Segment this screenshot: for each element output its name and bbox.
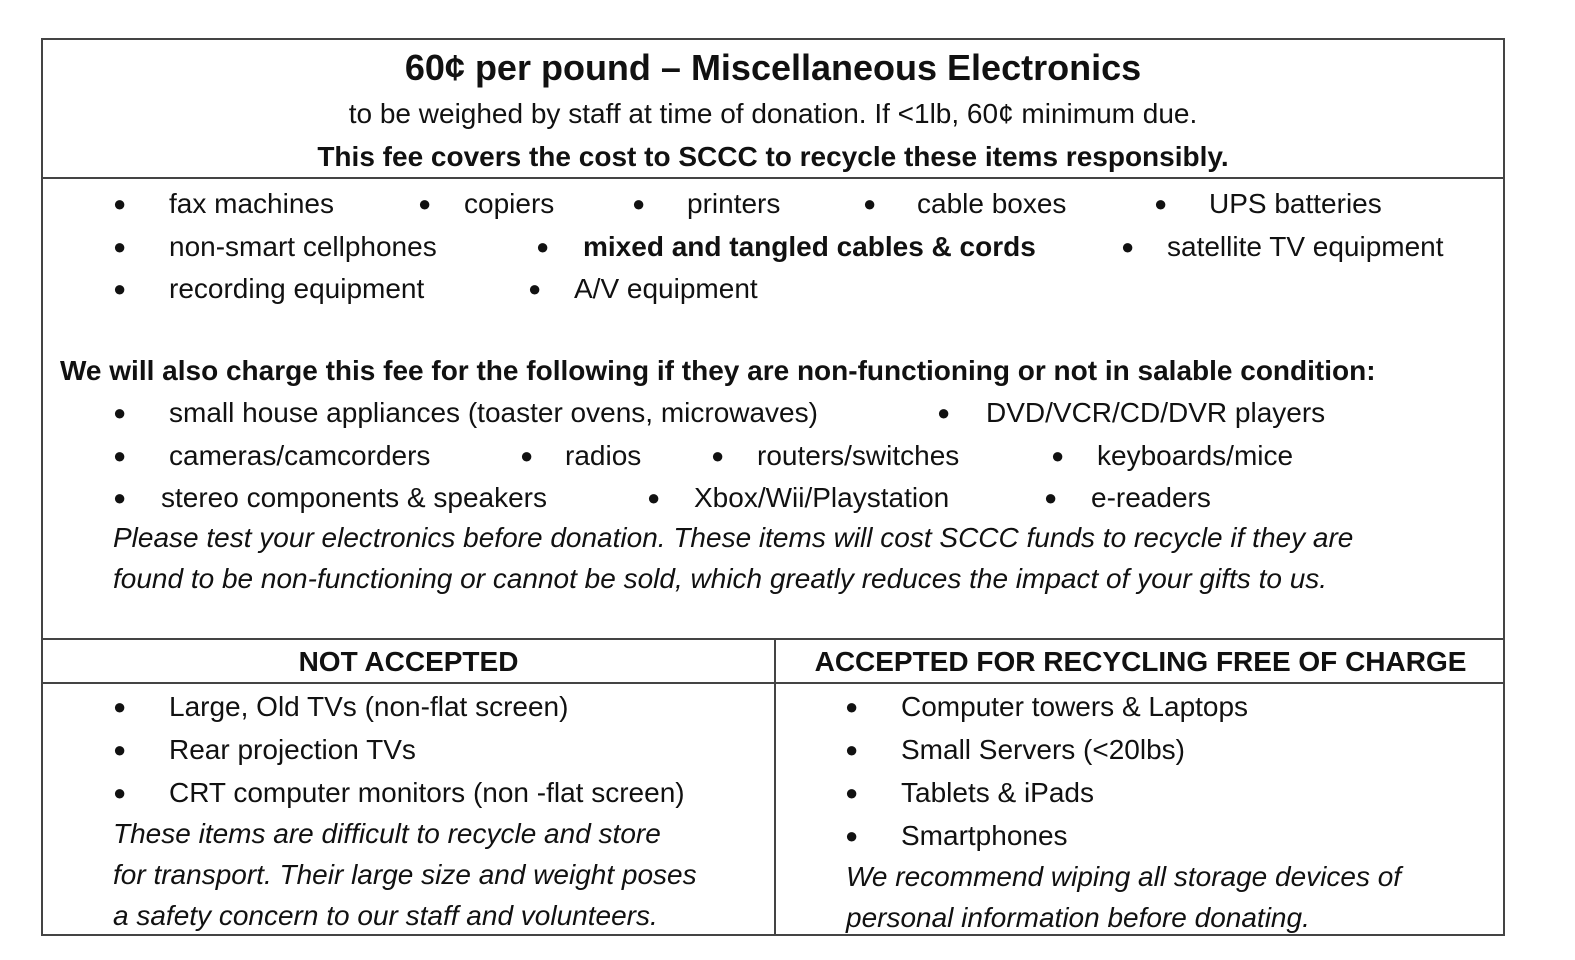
list-item: cameras/camcorders xyxy=(169,440,431,471)
list-item: Xbox/Wii/Playstation xyxy=(694,482,950,513)
bullet-icon: ● xyxy=(113,737,127,762)
list-item: radios xyxy=(565,440,642,471)
bullet-icon: ● xyxy=(845,694,859,719)
list-item: e-readers xyxy=(1091,482,1211,513)
bullet-icon: ● xyxy=(113,191,127,216)
wipe-storage-note-line2: personal information before donating. xyxy=(846,902,1310,933)
list-item: recording equipment xyxy=(169,273,425,304)
test-electronics-note: Please test your electronics before donation. These items will cost SCCC funds to recycle if they are xyxy=(113,522,1354,553)
list-item: A/V equipment xyxy=(574,273,758,304)
bullet-icon: ● xyxy=(647,485,661,510)
list-item: printers xyxy=(687,188,781,219)
table-top-divider xyxy=(43,638,1503,640)
page-title: 60¢ per pound – Miscellaneous Electronics xyxy=(404,47,1142,88)
bullet-icon: ● xyxy=(711,443,725,468)
bullet-icon: ● xyxy=(536,234,550,259)
fee-coverage-note: This fee covers the cost to SCCC to recycle these items responsibly. xyxy=(317,141,1229,172)
bullet-icon: ● xyxy=(113,443,127,468)
list-item: Rear projection TVs xyxy=(169,734,416,765)
bullet-icon: ● xyxy=(632,191,646,216)
list-item-emphasized: mixed and tangled cables & cords xyxy=(583,231,1036,262)
list-item: DVD/VCR/CD/DVR players xyxy=(986,397,1326,428)
list-item: Small Servers (<20lbs) xyxy=(901,734,1185,765)
list-item: Computer towers & Laptops xyxy=(901,691,1249,722)
list-item: Smartphones xyxy=(901,820,1068,851)
not-accepted-note: These items are difficult to recycle and store xyxy=(113,818,661,849)
bullet-icon: ● xyxy=(1154,191,1168,216)
bullet-icon: ● xyxy=(1051,443,1065,468)
bullet-icon: ● xyxy=(863,191,877,216)
table-header-divider xyxy=(43,682,1503,684)
list-item: UPS batteries xyxy=(1209,188,1382,219)
bullet-icon: ● xyxy=(113,485,127,510)
bullet-icon: ● xyxy=(520,443,534,468)
list-item: cable boxes xyxy=(917,188,1067,219)
list-item: keyboards/mice xyxy=(1097,440,1294,471)
weighing-note: to be weighed by staff at time of donation. If <1lb, 60¢ minimum due. xyxy=(348,98,1198,129)
bullet-icon: ● xyxy=(1121,234,1135,259)
test-electronics-note-line2: found to be non-functioning or cannot be sold, which greatly reduces the impact of your gifts to us. xyxy=(113,563,1328,594)
wipe-storage-note: We recommend wiping all storage devices of xyxy=(846,861,1402,892)
list-item: Tablets & iPads xyxy=(901,777,1094,808)
nonfunctioning-heading: We will also charge this fee for the following if they are non-functioning or not in salable condition: xyxy=(60,355,1376,386)
bullet-icon: ● xyxy=(845,780,859,805)
list-item: stereo components & speakers xyxy=(161,482,547,513)
list-item: Large, Old TVs (non-flat screen) xyxy=(169,691,569,722)
list-item: small house appliances (toaster ovens, microwaves) xyxy=(169,397,818,428)
bullet-icon: ● xyxy=(113,400,127,425)
list-item: satellite TV equipment xyxy=(1167,231,1444,262)
bullet-icon: ● xyxy=(1044,485,1058,510)
bullet-icon: ● xyxy=(113,234,127,259)
bullet-icon: ● xyxy=(113,276,127,301)
list-item: copiers xyxy=(464,188,555,219)
bullet-icon: ● xyxy=(113,694,127,719)
list-item: non-smart cellphones xyxy=(169,231,437,262)
fee-notice-document xyxy=(41,38,1505,936)
bullet-icon: ● xyxy=(418,191,432,216)
list-item: routers/switches xyxy=(757,440,960,471)
free-recycling-heading: ACCEPTED FOR RECYCLING FREE OF CHARGE xyxy=(814,646,1467,677)
not-accepted-note-line3: a safety concern to our staff and volunteers. xyxy=(113,900,658,931)
bullet-icon: ● xyxy=(845,737,859,762)
list-item: CRT computer monitors (non -flat screen) xyxy=(169,777,685,808)
column-divider xyxy=(774,638,776,936)
bullet-icon: ● xyxy=(937,400,951,425)
bullet-icon: ● xyxy=(528,276,542,301)
bullet-icon: ● xyxy=(845,823,859,848)
not-accepted-heading: NOT ACCEPTED xyxy=(298,646,519,677)
header-divider xyxy=(43,177,1503,179)
not-accepted-note-line2: for transport. Their large size and weight poses xyxy=(113,859,697,890)
bullet-icon: ● xyxy=(113,780,127,805)
list-item: fax machines xyxy=(169,188,334,219)
